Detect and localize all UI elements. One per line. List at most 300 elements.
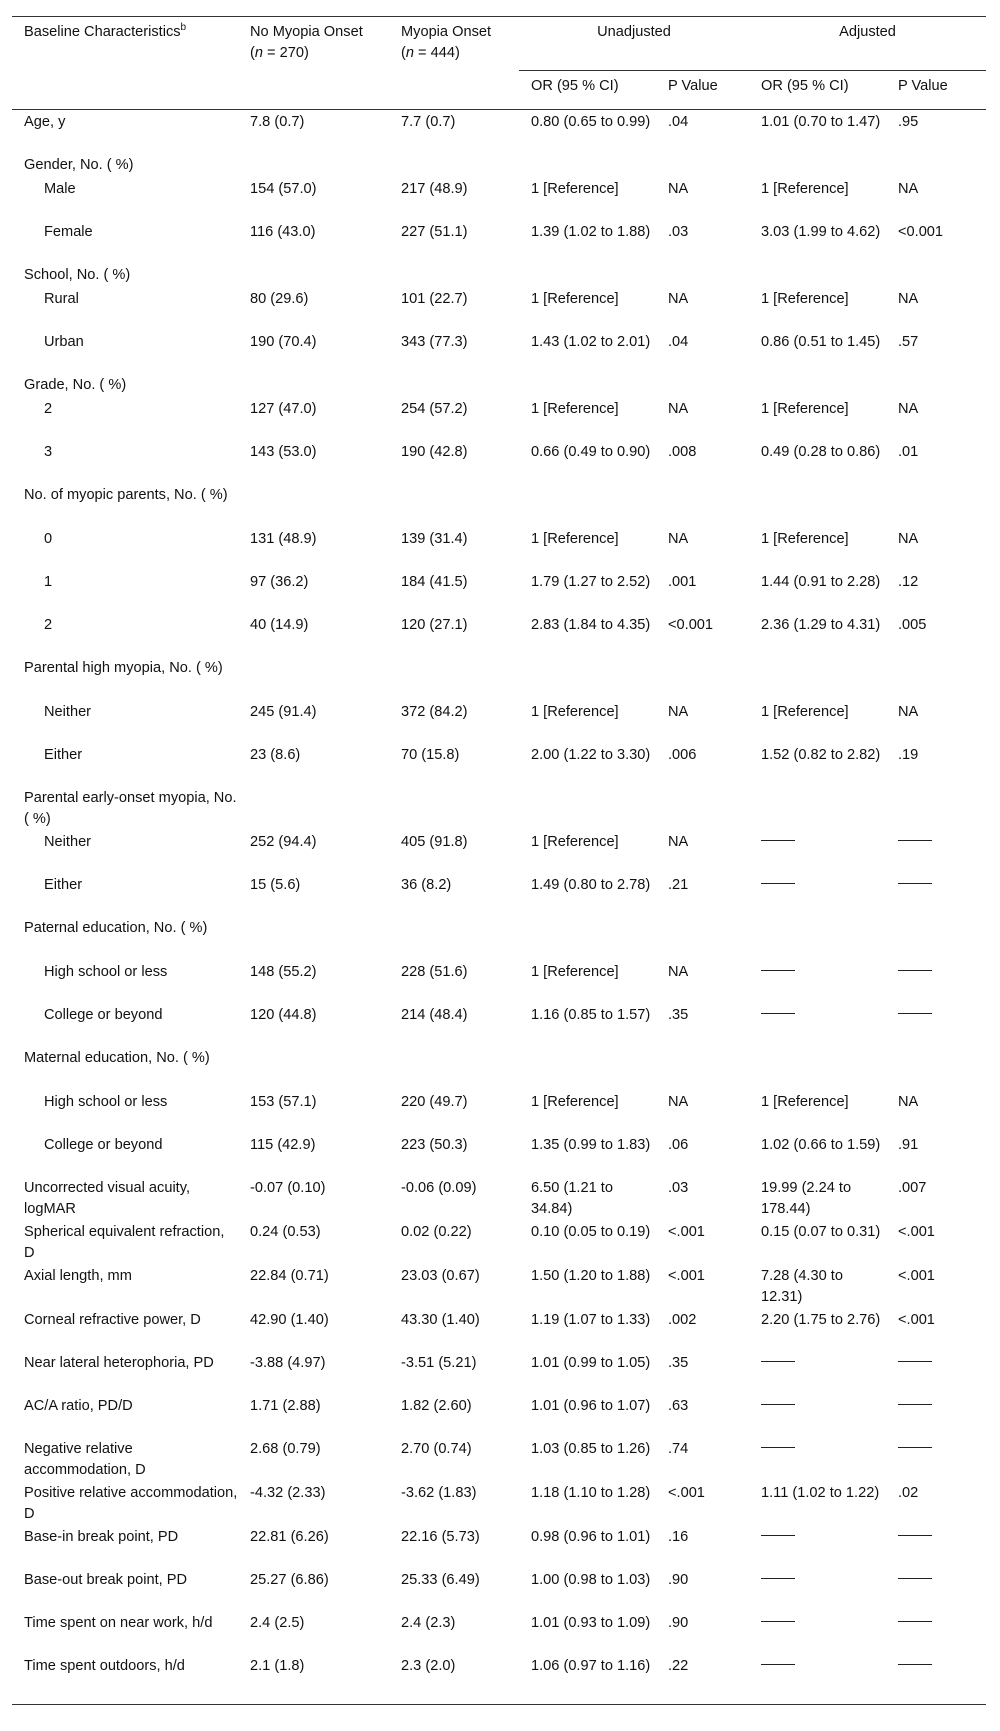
unadjusted-or: 1.16 (0.85 to 1.57) [531,1007,651,1023]
adjusted-or: 1.01 (0.70 to 1.47) [761,114,881,130]
adjusted-p [886,483,986,527]
adjusted-p [886,1568,986,1611]
adjusted-p [886,873,986,916]
no-myopia-value: 80 (29.6) [250,291,309,307]
unadjusted-p [656,656,749,700]
adjusted-or [749,373,886,397]
adjusted-p [886,373,986,397]
unadjusted-or [519,916,656,960]
adjusted-or: 1 [Reference] [761,704,849,720]
myopia-value: 220 (49.7) [401,1094,468,1110]
myopia-value: 101 (22.7) [401,291,468,307]
row-label: 3 [44,444,53,460]
row-label: Corneal refractive power, D [24,1312,201,1328]
myopia-value [389,373,519,397]
header-adjusted-p: P Value [886,71,986,110]
unadjusted-or: 1.18 (1.10 to 1.28) [531,1485,651,1501]
no-myopia-value [238,373,389,397]
no-myopia-value: 15 (5.6) [250,877,301,893]
unadjusted-or: 1 [Reference] [531,964,619,980]
adjusted-or [749,786,886,830]
table-row [12,743,986,786]
adjusted-p [886,1046,986,1090]
adjusted-or [749,873,886,916]
row-label: Urban [44,334,84,350]
myopia-value: 372 (84.2) [401,704,468,720]
adjusted-p: <.001 [898,1312,935,1328]
table-row [12,1611,986,1654]
unadjusted-or: 1 [Reference] [531,181,619,197]
table-group-header-row [12,263,986,287]
no-myopia-value: 143 (53.0) [250,444,317,460]
unadjusted-p [656,153,749,177]
no-myopia-value: -4.32 (2.33) [250,1485,326,1501]
n-label: (n = 444) [401,45,460,61]
unadjusted-p: .03 [668,1180,689,1196]
table-row [12,1264,986,1308]
no-myopia-value [238,916,389,960]
table-row [12,830,986,873]
row-label: Base-out break point, PD [24,1572,188,1588]
adjusted-or [749,916,886,960]
no-myopia-value [238,263,389,287]
no-myopia-value: 2.68 (0.79) [250,1441,321,1457]
unadjusted-or: 0.98 (0.96 to 1.01) [531,1529,651,1545]
header-adjusted-or: OR (95 % CI) [749,71,886,110]
row-label: Uncorrected visual acuity, logMAR [24,1180,191,1217]
row-label: Age, y [24,114,66,130]
not-applicable-dash [761,970,795,971]
no-myopia-value: 148 (55.2) [250,964,317,980]
unadjusted-p: NA [668,704,689,720]
myopia-value: 214 (48.4) [401,1007,468,1023]
myopia-value [389,153,519,177]
adjusted-p [886,1437,986,1481]
adjusted-p: <0.001 [898,224,944,240]
no-myopia-value: 22.84 (0.71) [250,1268,329,1284]
not-applicable-dash [898,840,932,841]
myopia-value: 139 (31.4) [401,531,468,547]
not-applicable-dash [898,1621,932,1622]
row-label: Negative relative accommodation, D [24,1441,146,1478]
no-myopia-value [238,786,389,830]
not-applicable-dash [898,970,932,971]
unadjusted-or: 1 [Reference] [531,704,619,720]
table-group-header-row [12,656,986,700]
not-applicable-dash [898,1361,932,1362]
no-myopia-value: -3.88 (4.97) [250,1355,326,1371]
table-group-header-row [12,483,986,527]
adjusted-p: <.001 [898,1224,935,1240]
adjusted-p [886,916,986,960]
row-label: Positive relative accommodation, D [24,1485,238,1522]
row-label: Gender, No. ( %) [24,157,134,173]
row-label: Time spent on near work, h/d [24,1615,213,1631]
table-row [12,1351,986,1394]
adjusted-p: NA [898,704,919,720]
no-myopia-value: 154 (57.0) [250,181,317,197]
not-applicable-dash [898,1664,932,1665]
no-myopia-value: 252 (94.4) [250,834,317,850]
adjusted-p: .91 [898,1137,919,1153]
adjusted-or [749,960,886,1003]
no-myopia-value: 2.4 (2.5) [250,1615,305,1631]
no-myopia-value [238,483,389,527]
unadjusted-p: NA [668,964,689,980]
table-row [12,613,986,656]
unadjusted-or: 1 [Reference] [531,531,619,547]
row-label: AC/A ratio, PD/D [24,1398,133,1414]
no-myopia-value: 131 (48.9) [250,531,317,547]
adjusted-or [749,1003,886,1046]
myopia-value: 1.82 (2.60) [401,1398,472,1414]
adjusted-or [749,263,886,287]
not-applicable-dash [761,1361,795,1362]
row-label: No. of myopic parents, No. ( %) [24,487,228,503]
header-unadjusted-or: OR (95 % CI) [519,71,656,110]
adjusted-or: 7.28 (4.30 to 12.31) [761,1268,843,1305]
row-label: Time spent outdoors, h/d [12,1654,238,1705]
myopia-value: 405 (91.8) [401,834,468,850]
not-applicable-dash [761,1447,795,1448]
unadjusted-p: .008 [668,444,697,460]
unadjusted-p: <.001 [668,1224,705,1240]
not-applicable-dash [898,1535,932,1536]
myopia-value: 217 (48.9) [401,181,468,197]
row-label: Female [44,224,93,240]
unadjusted-p: <0.001 [668,617,714,633]
adjusted-p [886,1525,986,1568]
unadjusted-p: .16 [668,1529,689,1545]
not-applicable-dash [898,1404,932,1405]
baseline-characteristics-table [12,16,986,1705]
unadjusted-or: 1 [Reference] [531,834,619,850]
row-label: Spherical equivalent refraction, D [24,1224,225,1261]
adjusted-p [886,1611,986,1654]
not-applicable-dash [761,1578,795,1579]
not-applicable-dash [761,840,795,841]
unadjusted-or: 1.49 (0.80 to 2.78) [531,877,651,893]
unadjusted-or: 1.43 (1.02 to 2.01) [531,334,651,350]
unadjusted-or: 1.19 (1.07 to 1.33) [531,1312,651,1328]
row-label: Base-in break point, PD [24,1529,179,1545]
header-blank [389,71,519,110]
table-row [12,570,986,613]
header-unadjusted: Unadjusted [519,17,749,71]
table-row [12,1176,986,1220]
myopia-value: 7.7 (0.7) [401,114,456,130]
table-row [12,1308,986,1351]
row-label: Maternal education, No. ( %) [24,1050,210,1066]
unadjusted-p: .002 [668,1312,697,1328]
no-myopia-value: 127 (47.0) [250,401,317,417]
myopia-value: 22.16 (5.73) [401,1529,480,1545]
row-label: 2 [44,401,53,417]
adjusted-or: 0.86 (0.51 to 1.45) [761,334,881,350]
adjusted-or: 19.99 (2.24 to 178.44) [761,1180,852,1217]
adjusted-p: .005 [898,617,927,633]
unadjusted-or [519,153,656,177]
unadjusted-or [519,263,656,287]
myopia-value: -0.06 (0.09) [401,1180,477,1196]
unadjusted-p: .06 [668,1137,689,1153]
header-baseline-characteristics: Baseline Characteristics$^b$ [12,17,238,71]
table-row [12,220,986,263]
row-label: Near lateral heterophoria, PD [24,1355,214,1371]
myopia-value: -3.62 (1.83) [401,1485,477,1501]
no-myopia-value: 116 (43.0) [250,224,316,240]
adjusted-or [749,656,886,700]
table-row [12,1568,986,1611]
unadjusted-or: 1 [Reference] [531,1094,619,1110]
unadjusted-or [519,373,656,397]
unadjusted-p: NA [668,291,689,307]
not-applicable-dash [761,1404,795,1405]
not-applicable-dash [761,1535,795,1536]
adjusted-or [749,153,886,177]
adjusted-or: 1 [Reference] [761,401,849,417]
no-myopia-value: 22.81 (6.26) [250,1529,329,1545]
myopia-value: 184 (41.5) [401,574,468,590]
table-row [12,177,986,220]
adjusted-or [749,1394,886,1437]
adjusted-p: NA [898,531,919,547]
myopia-value: 43.30 (1.40) [401,1312,480,1328]
adjusted-or [749,1437,886,1481]
unadjusted-or: 1.35 (0.99 to 1.83) [531,1137,651,1153]
unadjusted-p: NA [668,531,689,547]
adjusted-or [749,1611,886,1654]
unadjusted-or: 2.00 (1.22 to 3.30) [531,747,651,763]
adjusted-p: .12 [898,574,919,590]
adjusted-or [749,1568,886,1611]
unadjusted-p [656,1046,749,1090]
myopia-value: 0.02 (0.22) [401,1224,472,1240]
no-myopia-value [238,153,389,177]
unadjusted-p: .001 [668,574,697,590]
row-label: Male [44,181,76,197]
unadjusted-p: NA [668,834,689,850]
table-row [12,1654,986,1705]
adjusted-p: .95 [898,114,919,130]
unadjusted-p: .22 [656,1654,749,1705]
table-row [12,287,986,330]
adjusted-p [886,1654,986,1705]
table-group-header-row [12,786,986,830]
unadjusted-p: .90 [668,1572,689,1588]
adjusted-p: .19 [898,747,919,763]
row-label: College or beyond [44,1137,163,1153]
no-myopia-value: 190 (70.4) [250,334,317,350]
table-row [12,1437,986,1481]
unadjusted-p: NA [668,401,689,417]
adjusted-or: 1.11 (1.02 to 1.22) [761,1485,880,1501]
unadjusted-or: 1.39 (1.02 to 1.88) [531,224,651,240]
unadjusted-p: .74 [668,1441,689,1457]
table-group-header-row [12,373,986,397]
myopia-value: 23.03 (0.67) [401,1268,480,1284]
adjusted-or [749,1351,886,1394]
adjusted-p: NA [898,291,919,307]
adjusted-p: <.001 [898,1268,935,1284]
row-label: Paternal education, No. ( %) [24,920,208,936]
myopia-value: 2.3 (2.0) [389,1654,519,1705]
adjusted-p: .01 [898,444,919,460]
myopia-value [389,656,519,700]
row-label: High school or less [44,1094,168,1110]
not-applicable-dash [761,1664,795,1665]
row-label: Parental early-onset myopia, No. ( %) [24,790,237,827]
no-myopia-value: 153 (57.1) [250,1094,317,1110]
adjusted-or: 3.03 (1.99 to 4.62) [761,224,881,240]
no-myopia-value: 97 (36.2) [250,574,309,590]
header-blank [12,71,238,110]
unadjusted-p: .21 [668,877,689,893]
row-label: College or beyond [44,1007,163,1023]
myopia-value: 2.4 (2.3) [401,1615,456,1631]
adjusted-p [886,1351,986,1394]
myopia-value [389,483,519,527]
row-label: 0 [44,531,53,547]
not-applicable-dash [761,883,795,884]
row-label: School, No. ( %) [24,267,131,283]
no-myopia-value: 42.90 (1.40) [250,1312,329,1328]
not-applicable-dash [898,1013,932,1014]
header-unadjusted-p: P Value [656,71,749,110]
myopia-value: 25.33 (6.49) [401,1572,480,1588]
table-group-header-row [12,916,986,960]
adjusted-or: 0.15 (0.07 to 0.31) [761,1224,881,1240]
adjusted-p [886,153,986,177]
adjusted-p [886,1003,986,1046]
adjusted-or: 1 [Reference] [761,1094,849,1110]
adjusted-or: 0.49 (0.28 to 0.86) [761,444,881,460]
myopia-value [389,263,519,287]
no-myopia-value [238,1046,389,1090]
row-label: 1 [44,574,53,590]
unadjusted-or: 1.01 (0.96 to 1.07) [531,1398,651,1414]
table-row [12,960,986,1003]
unadjusted-or: 0.66 (0.49 to 0.90) [531,444,651,460]
table-row [12,527,986,570]
adjusted-or: 1.52 (0.82 to 2.82) [761,747,881,763]
row-label: Either [44,747,83,763]
row-label: Neither [44,704,92,720]
unadjusted-or: 0.80 (0.65 to 0.99) [531,114,651,130]
adjusted-p [886,830,986,873]
table-row [12,1220,986,1264]
adjusted-or [749,1525,886,1568]
unadjusted-p: .04 [668,114,689,130]
unadjusted-or: 1.03 (0.85 to 1.26) [531,1441,651,1457]
no-myopia-value: 115 (42.9) [250,1137,316,1153]
adjusted-p: NA [898,1094,919,1110]
unadjusted-p: .04 [668,334,689,350]
unadjusted-p [656,786,749,830]
unadjusted-p: NA [668,1094,689,1110]
myopia-value: 120 (27.1) [401,617,468,633]
header-adjusted: Adjusted [749,17,986,71]
row-label: Rural [44,291,79,307]
table-row [12,1525,986,1568]
adjusted-p: .007 [898,1180,927,1196]
no-myopia-value: 120 (44.8) [250,1007,317,1023]
myopia-value: 190 (42.8) [401,444,468,460]
no-myopia-value: 23 (8.6) [250,747,301,763]
unadjusted-or: 1.50 (1.20 to 1.88) [531,1268,651,1284]
adjusted-p [886,786,986,830]
adjusted-p [886,960,986,1003]
myopia-value [389,916,519,960]
table-row [12,330,986,373]
myopia-value: 228 (51.6) [401,964,468,980]
footnote-marker: b [180,22,187,34]
myopia-value: 227 (51.1) [401,224,468,240]
adjusted-p: .57 [898,334,919,350]
header-no-myopia-onset: No Myopia Onset (n = 270) [238,17,389,71]
adjusted-or: 1 [Reference] [761,531,849,547]
adjusted-or [749,483,886,527]
unadjusted-or: 1 [Reference] [531,291,619,307]
adjusted-or: 1 [Reference] [761,181,849,197]
row-label: High school or less [44,964,168,980]
table-group-header-row [12,153,986,177]
adjusted-or: 2.20 (1.75 to 2.76) [761,1312,881,1328]
unadjusted-or: 2.83 (1.84 to 4.35) [531,617,651,633]
unadjusted-p: <.001 [668,1268,705,1284]
unadjusted-or: 1 [Reference] [531,401,619,417]
unadjusted-or [519,786,656,830]
myopia-value: 254 (57.2) [401,401,468,417]
table-row [12,440,986,483]
myopia-value: -3.51 (5.21) [401,1355,477,1371]
unadjusted-or [519,656,656,700]
adjusted-p: NA [898,181,919,197]
table-group-header-row [12,1046,986,1090]
header-blank [238,71,389,110]
table-body [12,110,986,1705]
myopia-value: 2.70 (0.74) [401,1441,472,1457]
unadjusted-p: <.001 [668,1485,705,1501]
row-label: Neither [44,834,92,850]
unadjusted-or: 1.00 (0.98 to 1.03) [531,1572,651,1588]
no-myopia-value: 0.24 (0.53) [250,1224,321,1240]
adjusted-or: 1.44 (0.91 to 2.28) [761,574,881,590]
unadjusted-p: .63 [668,1398,689,1414]
not-applicable-dash [898,1578,932,1579]
unadjusted-p: NA [668,181,689,197]
adjusted-or [749,1654,886,1705]
myopia-value: 70 (15.8) [401,747,460,763]
no-myopia-value: 2.1 (1.8) [238,1654,389,1705]
row-label: Either [44,877,83,893]
not-applicable-dash [898,1447,932,1448]
not-applicable-dash [761,1621,795,1622]
adjusted-or: 1 [Reference] [761,291,849,307]
unadjusted-or: 1.01 (0.93 to 1.09) [531,1615,651,1631]
myopia-value: 36 (8.2) [401,877,452,893]
no-myopia-value: 40 (14.9) [250,617,309,633]
no-myopia-value: 1.71 (2.88) [250,1398,321,1414]
table-row [12,110,986,154]
table-row [12,1394,986,1437]
adjusted-p [886,263,986,287]
adjusted-or [749,830,886,873]
table-row [12,397,986,440]
table-row [12,873,986,916]
table-row [12,1133,986,1176]
table-row [12,1481,986,1525]
